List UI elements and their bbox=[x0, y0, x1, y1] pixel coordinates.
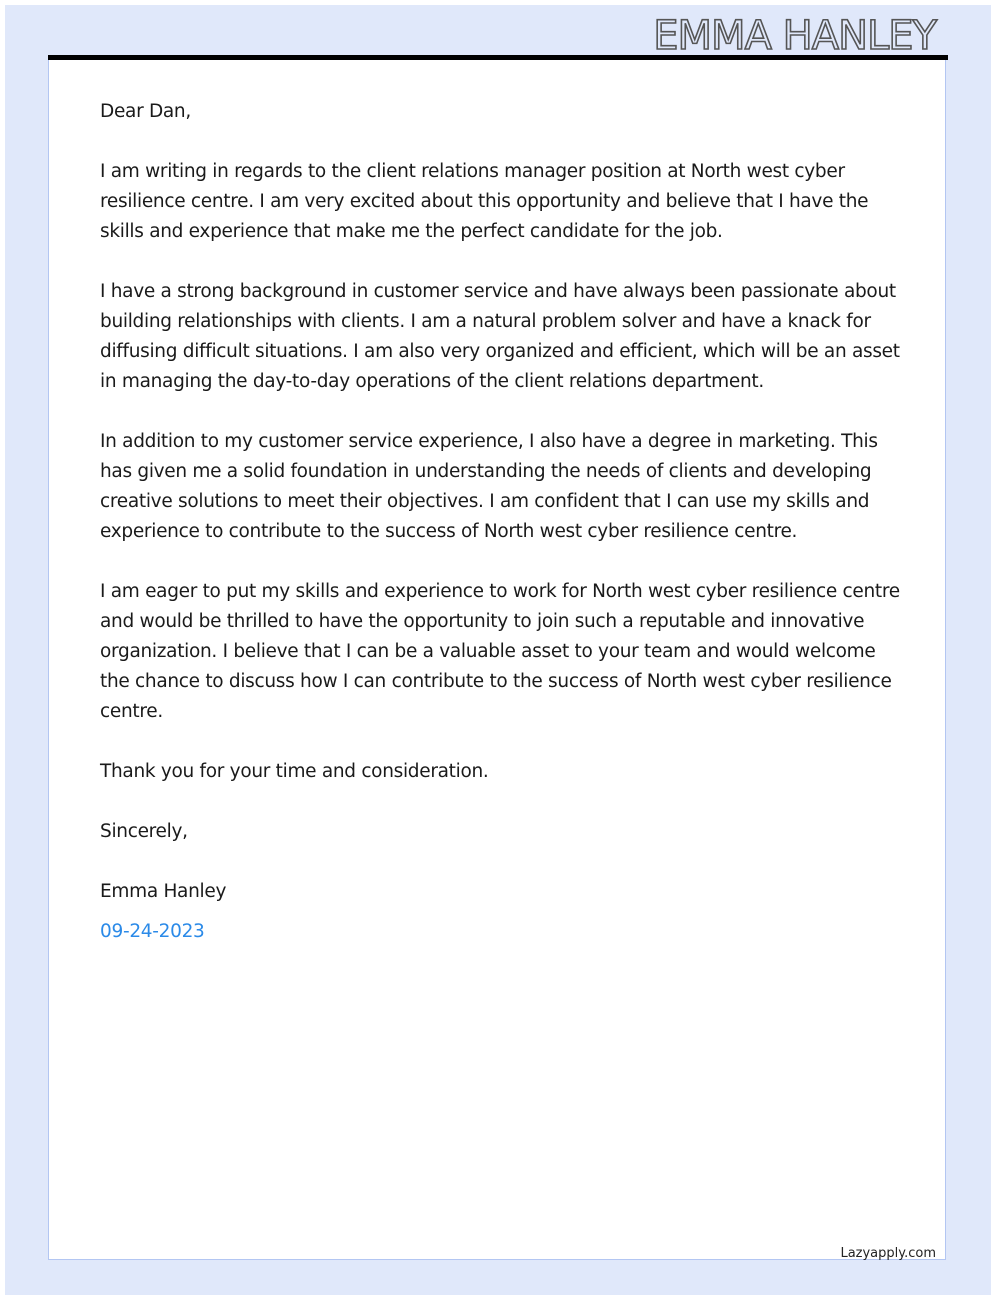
letter-date: 09-24-2023 bbox=[100, 921, 205, 942]
paragraph: I am writing in regards to the client relations manager position at North west cyber resilience centre. I am very excited about this opportunity and believe that I have the skills and experience that make me the perfect candidate for the job. bbox=[100, 161, 869, 242]
paragraph: Thank you for your time and consideration. bbox=[100, 761, 489, 782]
paragraph: I have a strong background in customer service and have always been passionate about building relationships with clients. I am a natural problem solver and have a knack for diffusing difficult situations. I am also very organized and efficient, which will be an asset in managing the day-to-day operations of the client relations department. bbox=[100, 281, 900, 392]
paragraph: I am eager to put my skills and experience to work for North west cyber resilience centre and would be thrilled to have the opportunity to join such a reputable and innovative organization. I believe that I can be a valuable asset to your team and would welcome the chance to discuss how I can contribute to the success of North west cyber resilience centre. bbox=[100, 581, 900, 722]
applicant-name-heading: EMMA HANLEY bbox=[653, 13, 936, 59]
letter-body bbox=[100, 97, 900, 977]
paragraph: In addition to my customer service experience, I also have a degree in marketing. This has given me a solid foundation in understanding the needs of clients and developing creative solutions to meet their objectives. I am confident that I can use my skills and experience to contribute to the success of North west cyber resilience centre. bbox=[100, 431, 878, 542]
signature: Emma Hanley bbox=[100, 881, 227, 902]
footer-brand: Lazyapply.com bbox=[840, 1246, 936, 1261]
closing: Sincerely, bbox=[100, 821, 188, 842]
salutation: Dear Dan, bbox=[100, 101, 191, 122]
